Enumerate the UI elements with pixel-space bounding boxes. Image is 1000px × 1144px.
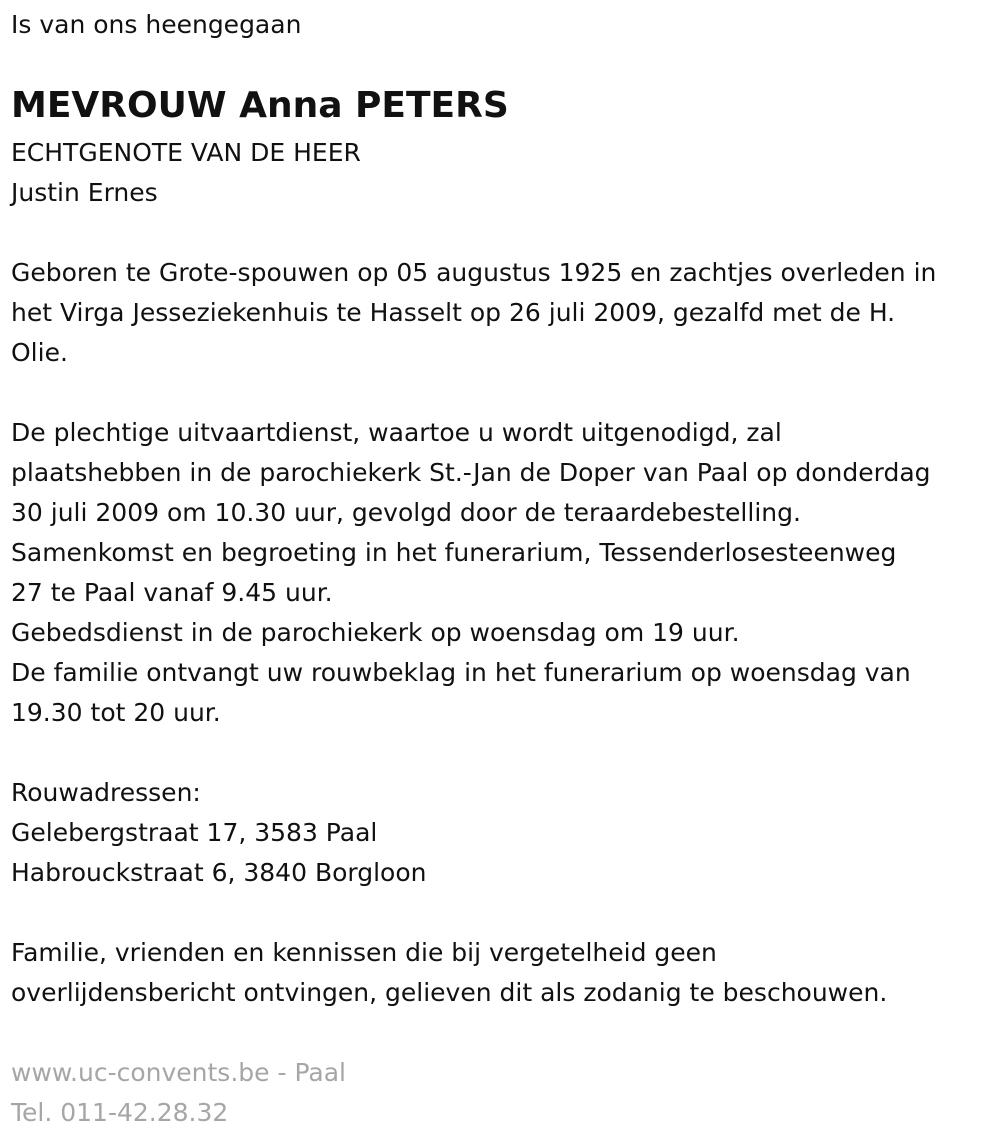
paragraph-line: Geboren te Grote-spouwen op 05 augustus 1925 en zachtjes overleden in (11, 258, 937, 287)
paragraph-line: plaatshebben in de parochiekerk St.-Jan de Doper van Paal op donderdag (11, 458, 931, 487)
paragraph-line: De familie ontvangt uw rouwbeklag in het funerarium op woensdag van (11, 658, 911, 687)
mourning-addresses (11, 773, 426, 893)
paragraph-line: Gebedsdienst in de parochiekerk op woensdag om 19 uur. (11, 618, 740, 647)
footer (11, 1053, 346, 1133)
paragraph-line: Familie, vrienden en kennissen die bij vergetelheid geen (11, 938, 717, 967)
paragraph-line: 19.30 tot 20 uur. (11, 698, 221, 727)
deceased-name: MEVROUW Anna PETERS (11, 85, 509, 126)
paragraph-line: 30 juli 2009 om 10.30 uur, gevolgd door de teraardebestelling. (11, 498, 801, 527)
footer-phone: Tel. 011-42.28.32 (11, 1098, 229, 1127)
paragraph-line: het Virga Jesseziekenhuis te Hasselt op 26 juli 2009, gezalfd met de H. (11, 298, 896, 327)
spouse-title: ECHTGENOTE VAN DE HEER (11, 138, 361, 167)
family-note (11, 933, 887, 1013)
birth-death-paragraph (11, 253, 936, 373)
footer-website: www.uc-convents.be - Paal (11, 1058, 346, 1087)
address-line: Habrouckstraat 6, 3840 Borgloon (11, 858, 427, 887)
paragraph-line: overlijdensbericht ontvingen, gelieven dit als zodanig te beschouwen. (11, 978, 888, 1007)
address-line: Gelebergstraat 17, 3583 Paal (11, 818, 378, 847)
paragraph-line: 27 te Paal vanaf 9.45 uur. (11, 578, 333, 607)
addresses-heading: Rouwadressen: (11, 778, 201, 807)
spouse-block (11, 133, 361, 213)
intro-text: Is van ons heengegaan (11, 10, 302, 39)
paragraph-line: Olie. (11, 338, 68, 367)
paragraph-line: Samenkomst en begroeting in het funerarium, Tessenderlosesteenweg (11, 538, 897, 567)
funeral-service-paragraph (11, 413, 931, 733)
paragraph-line: De plechtige uitvaartdienst, waartoe u wordt uitgenodigd, zal (11, 418, 782, 447)
spouse-name: Justin Ernes (11, 178, 158, 207)
